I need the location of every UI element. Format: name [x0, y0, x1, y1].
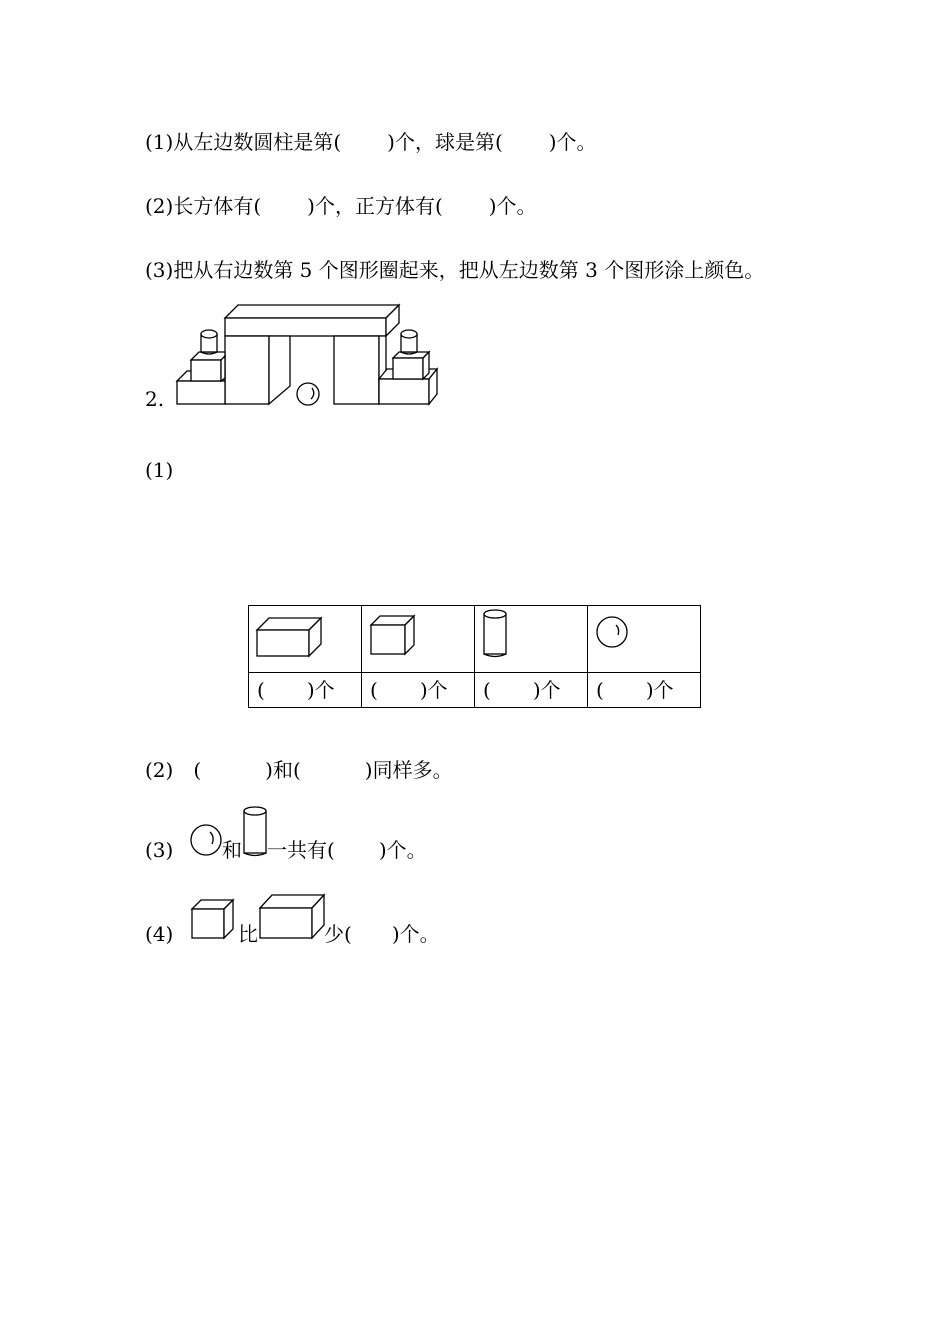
answer-cell-cuboid[interactable]: ( )个 [249, 673, 362, 708]
table-cell-cylinder [475, 606, 588, 673]
answer-cell-cylinder[interactable]: ( )个 [475, 673, 588, 708]
q1-part3-text: (3)把从右边数第 5 个图形圈起来，把从左边数第 3 个图形涂上颜色。 [145, 258, 765, 282]
q2-sub2-label: (2) [145, 758, 174, 782]
left-pillar-cuboid [225, 336, 290, 404]
table-cell-cube [362, 606, 475, 673]
cylinder-icon [242, 805, 270, 859]
q2-sub4-rest: 少( )个。 [324, 922, 440, 946]
sphere-icon [588, 606, 700, 668]
sphere-icon [190, 823, 224, 857]
q2-sub3 [145, 836, 173, 864]
cylinder-icon [475, 606, 587, 668]
cuboid-icon [249, 606, 361, 668]
q2-sub3-rest: 一共有( )个。 [267, 838, 427, 862]
right-pillar-cuboid [334, 336, 386, 404]
q1-part2-text-b: )个，正方体有( [307, 194, 443, 218]
q2-sub3-label: (3) [145, 838, 174, 862]
q1-part1-text-b: )个，球是第( [387, 130, 503, 154]
table-cell-sphere [588, 606, 701, 673]
q2-sub4-text-a: 比 [238, 922, 258, 946]
q1-part3 [145, 256, 764, 284]
q1-part1 [145, 128, 597, 156]
q2-sub4 [145, 920, 173, 948]
q2-sub1-label: (1) [145, 458, 174, 482]
q2-sub3-text-a: 和 [222, 838, 242, 862]
answer-cell-sphere[interactable]: ( )个 [588, 673, 701, 708]
shape-count-table [248, 605, 701, 708]
cube-icon [362, 606, 474, 668]
q1-part1-text-a: (1)从左边数圆柱是第( [145, 130, 342, 154]
right-cylinder [401, 330, 417, 354]
cube-icon [190, 897, 238, 941]
cuboid-icon [258, 892, 326, 942]
q1-part1-text-c: )个。 [548, 130, 597, 154]
left-cylinder [201, 330, 217, 354]
q1-part2-text-a: (2)长方体有( [145, 194, 262, 218]
q1-part2-text-c: )个。 [488, 194, 537, 218]
blocks-structure-figure [175, 300, 440, 410]
top-slab-cuboid [225, 305, 399, 336]
q2-number: 2. [145, 387, 165, 411]
q1-part2 [145, 192, 537, 220]
table-cell-cuboid [249, 606, 362, 673]
left-small-cube [191, 352, 225, 381]
q2-sub2: (2) ( )和( )同样多。 [145, 758, 453, 782]
ball-sphere [297, 383, 319, 405]
right-small-cube [393, 352, 429, 379]
answer-cell-cube[interactable]: ( )个 [362, 673, 475, 708]
q2-sub4-label: (4) [145, 922, 174, 946]
